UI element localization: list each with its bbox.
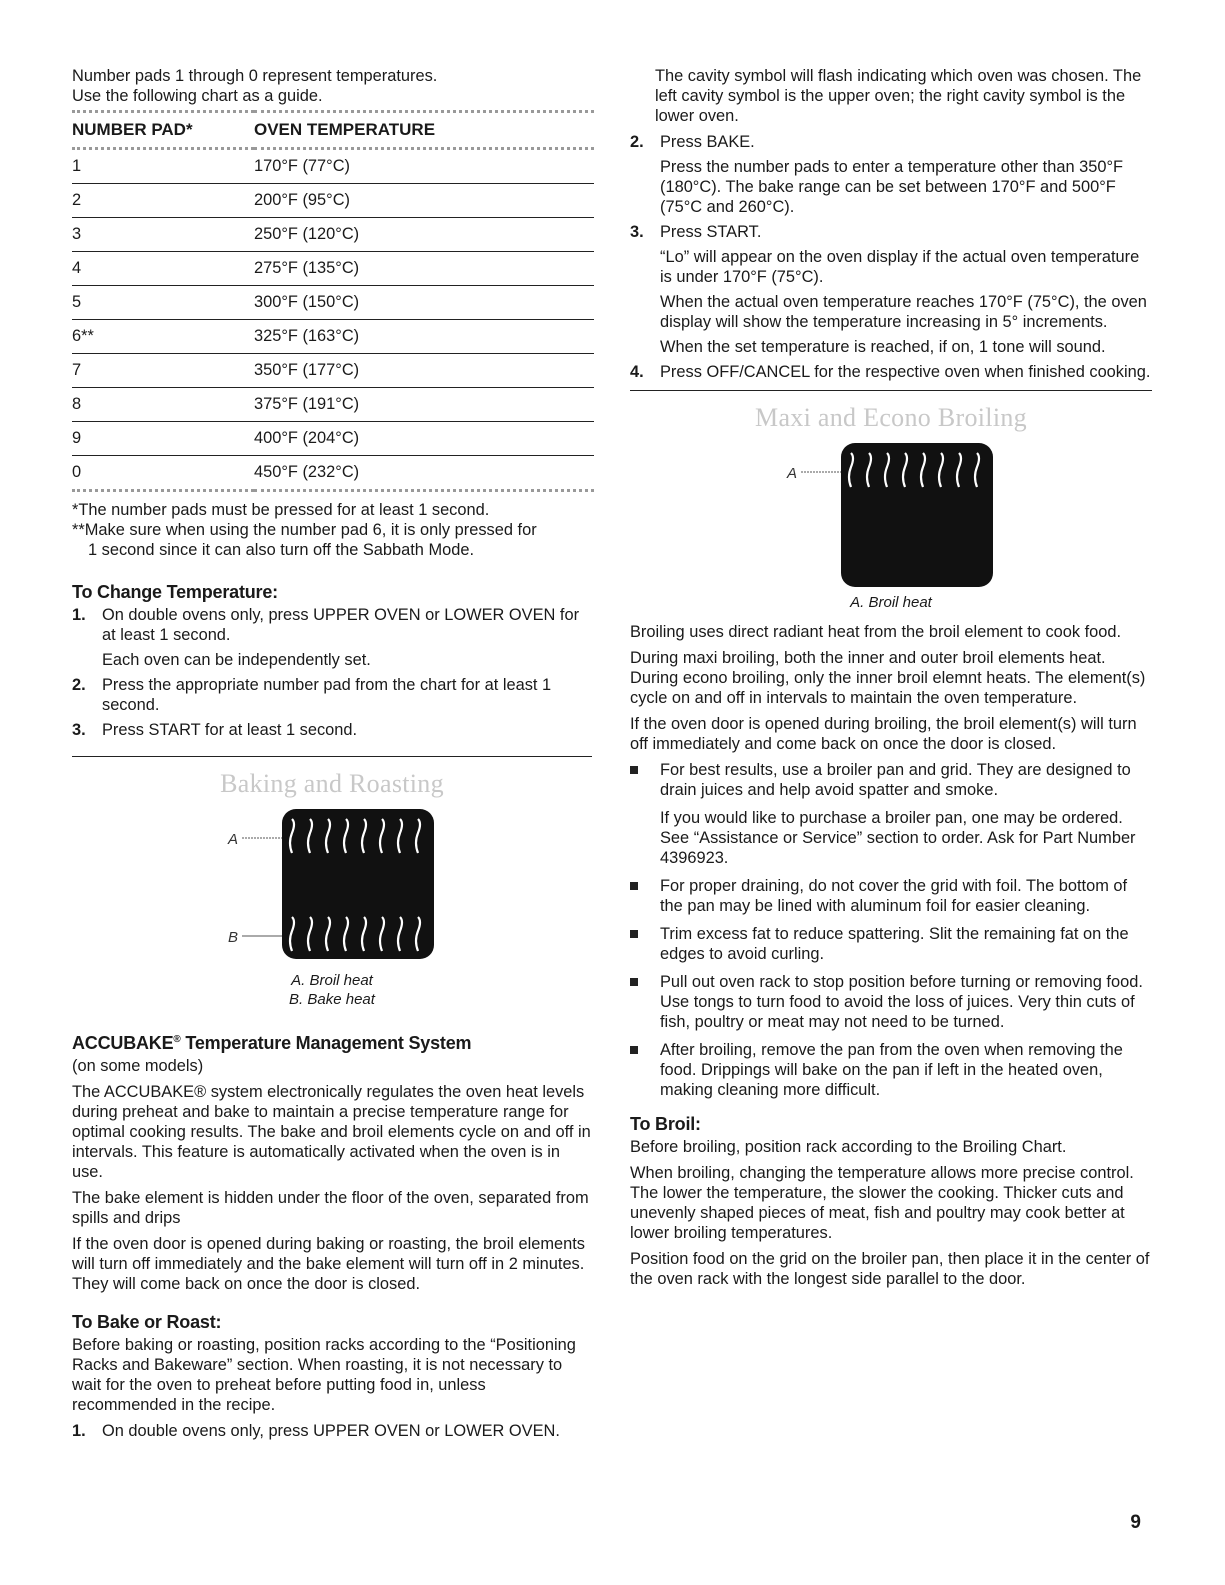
accubake-heading-text: ACCUBAKE: [72, 1033, 174, 1053]
list-item: [72, 1421, 592, 1441]
temp-cell: 400°F (204°C): [254, 422, 594, 456]
label-a: A: [228, 831, 239, 848]
step-number: 1.: [72, 1422, 86, 1440]
figure-caption: [72, 971, 592, 1009]
step-extra: Press the number pads to enter a temperature other than 350°F (180°C). The bake range can be set between 170°F and 500°F (75°C and 260°C).: [660, 158, 1124, 216]
temp-cell: 350°F (177°C): [254, 354, 594, 388]
list-item: [630, 362, 1152, 382]
step-text: Press the appropriate number pad from the chart for at least 1 second.: [102, 676, 552, 714]
paragraph: The cavity symbol will flash indicating which oven was chosen. The left cavity symbol is the upper oven; the right cavity symbol is the lower oven.: [655, 67, 1142, 125]
paragraph: Position food on the grid on the broiler pan, then place it in the center of the oven rack with the longest side parallel to the door.: [630, 1250, 1150, 1288]
oven-diagram: [222, 805, 442, 965]
caption-a: A. Broil heat: [850, 594, 932, 611]
table-row: [72, 354, 594, 388]
step-text: On double ovens only, press UPPER OVEN or LOWER OVEN for at least 1 second.: [102, 606, 580, 644]
list-item: [630, 222, 1152, 357]
step-extra: Each oven can be independently set.: [102, 651, 371, 669]
accubake-heading: [72, 1033, 592, 1054]
step-text: Press OFF/CANCEL for the respective oven when finished cooking.: [660, 363, 1151, 381]
paragraph: If the oven door is opened during broiling, the broil element(s) will turn off immediately and come back on once the door is closed.: [630, 715, 1137, 753]
pad-cell: 5: [72, 286, 254, 320]
temp-cell: 200°F (95°C): [254, 184, 594, 218]
caption-a: A. Broil heat: [291, 972, 373, 989]
bake-oven-figure: [222, 805, 442, 965]
step-text: Press START.: [660, 223, 762, 241]
broil-oven-figure: [781, 439, 1001, 589]
footnote: 1 second since it can also turn off the Sabbath Mode.: [88, 541, 475, 559]
pad-cell: 2: [72, 184, 254, 218]
header-oven-temperature: OVEN TEMPERATURE: [254, 112, 594, 149]
bullet-text: Pull out oven rack to stop position before turning or removing food. Use tongs to turn food to avoid the loss of juices. Very thin cuts of fish, poultry or meat may not need to be turned.: [660, 973, 1143, 1031]
temp-cell: 450°F (232°C): [254, 456, 594, 491]
temp-cell: 275°F (135°C): [254, 252, 594, 286]
list-item: [630, 924, 1152, 964]
step-number: 4.: [630, 363, 644, 381]
paragraph: Broiling uses direct radiant heat from the broil element to cook food.: [630, 623, 1122, 641]
pad-cell: 7: [72, 354, 254, 388]
list-item: [630, 132, 1152, 217]
paragraph: During maxi broiling, both the inner and outer broil elements heat. During econo broiling, only the inner broil elemnt heats. The element(s) cycle on and off in intervals to maintain the oven temperature.: [630, 649, 1146, 707]
temperature-table: [72, 110, 594, 492]
table-row: [72, 422, 594, 456]
accubake-subtitle: (on some models): [72, 1057, 204, 1075]
pad-cell: 1: [72, 149, 254, 184]
list-item: [72, 720, 592, 740]
step-number: 2.: [72, 676, 86, 694]
table-header-row: [72, 112, 594, 149]
intro: [72, 66, 592, 106]
temp-cell: 325°F (163°C): [254, 320, 594, 354]
page-number: 9: [1130, 1512, 1141, 1533]
step-extra: “Lo” will appear on the oven display if the actual oven temperature is under 170°F (75°C).: [660, 248, 1140, 286]
list-item: [630, 876, 1152, 916]
table-row: [72, 388, 594, 422]
list-item: [630, 1040, 1152, 1100]
pad-cell: 3: [72, 218, 254, 252]
pad-cell: 9: [72, 422, 254, 456]
pad-cell: 8: [72, 388, 254, 422]
list-item: [72, 675, 592, 715]
intro-line: Number pads 1 through 0 represent temperatures.: [72, 67, 438, 85]
maxi-econo-broiling-title: Maxi and Econo Broiling: [755, 403, 1027, 432]
pad-cell: 4: [72, 252, 254, 286]
paragraph: If the oven door is opened during baking or roasting, the broil elements will turn off immediately and the bake element will turn off in 2 minutes. They will come back on once the door is closed.: [72, 1235, 585, 1293]
paragraph: The bake element is hidden under the floor of the oven, separated from spills and drips: [72, 1189, 589, 1227]
accubake-heading-rest: Temperature Management System: [180, 1033, 472, 1053]
step-number: 1.: [72, 606, 86, 624]
oven-diagram: [781, 439, 1001, 589]
right-column: [630, 66, 1152, 1295]
bullet-text: Trim excess fat to reduce spattering. Slit the remaining fat on the edges to avoid curling.: [660, 925, 1129, 963]
figure-caption: [630, 593, 1152, 612]
table-row: [72, 456, 594, 491]
step-number: 3.: [72, 721, 86, 739]
footnote: **Make sure when using the number pad 6, it is only pressed for: [72, 521, 537, 539]
caption-b: B. Bake heat: [289, 991, 375, 1008]
intro-line: Use the following chart as a guide.: [72, 87, 323, 105]
list-item: [630, 972, 1152, 1032]
paragraph: Before baking or roasting, position racks according to the “Positioning Racks and Bakeware” section. When roasting, it is not necessary to wait for the oven to preheat before putting food in, unless recommended in the recipe.: [72, 1336, 576, 1414]
divider: [630, 390, 1152, 391]
table-row: [72, 184, 594, 218]
bullet-text: For proper draining, do not cover the grid with foil. The bottom of the pan may be lined with aluminum foil for easier cleaning.: [660, 877, 1128, 915]
change-temp-steps: [72, 605, 592, 740]
paragraph: The ACCUBAKE® system electronically regulates the oven heat levels during preheat and bake to maintain a precise temperature range for optimal cooking results. The bake and broil elements cycle on and off in intervals. This feature is automatically activated when the oven is in use.: [72, 1083, 591, 1181]
paragraph: Before broiling, position rack according to the Broiling Chart.: [630, 1138, 1067, 1156]
table-row: [72, 286, 594, 320]
bullet-square-icon: [630, 1046, 638, 1054]
pad-cell: 0: [72, 456, 254, 491]
bullet-square-icon: [630, 766, 638, 774]
header-number-pad: NUMBER PAD*: [72, 112, 254, 149]
temp-cell: 250°F (120°C): [254, 218, 594, 252]
list-item: [630, 760, 1152, 868]
divider: [72, 756, 592, 757]
change-temp-heading: To Change Temperature:: [72, 582, 278, 602]
step-number: 3.: [630, 223, 644, 241]
step-text: On double ovens only, press UPPER OVEN or LOWER OVEN.: [102, 1422, 560, 1440]
footnote: *The number pads must be pressed for at least 1 second.: [72, 501, 490, 519]
temp-cell: 375°F (191°C): [254, 388, 594, 422]
to-broil-heading: To Broil:: [630, 1114, 701, 1134]
table-row: [72, 149, 594, 184]
pad-cell: 6**: [72, 320, 254, 354]
paragraph: When broiling, changing the temperature allows more precise control. The lower the temperature, the slower the cooking. Thicker cuts and unevenly shaped pieces of meat, fish and poultry may cook better at lower broiling temperatures.: [630, 1164, 1134, 1242]
temp-cell: 170°F (77°C): [254, 149, 594, 184]
temp-cell: 300°F (150°C): [254, 286, 594, 320]
step-text: Press BAKE.: [660, 133, 755, 151]
bullet-square-icon: [630, 882, 638, 890]
step-number: 2.: [630, 133, 644, 151]
label-a: A: [787, 465, 798, 482]
bullet-square-icon: [630, 978, 638, 986]
table-row: [72, 218, 594, 252]
bullet-square-icon: [630, 930, 638, 938]
broiling-tips: [630, 760, 1152, 1100]
bullet-extra: If you would like to purchase a broiler pan, one may be ordered. See “Assistance or Service” section to order. Ask for Part Number 4396923.: [660, 809, 1136, 867]
bake-steps-continued: [630, 132, 1152, 382]
registered-mark: ®: [173, 1034, 181, 1045]
step-text: Press START for at least 1 second.: [102, 721, 358, 739]
left-column: [72, 66, 592, 1446]
step-extra: When the actual oven temperature reaches 170°F (75°C), the oven display will show the temperature increasing in 5° increments.: [660, 293, 1147, 331]
table-row: [72, 320, 594, 354]
baking-roasting-title: Baking and Roasting: [220, 769, 444, 798]
bullet-text: For best results, use a broiler pan and grid. They are designed to drain juices and help avoid spatter and smoke.: [660, 761, 1131, 799]
table-notes: [72, 500, 592, 560]
table-row: [72, 252, 594, 286]
bake-roast-steps: [72, 1421, 592, 1441]
label-b: B: [228, 929, 239, 946]
list-item: [72, 605, 592, 670]
bullet-text: After broiling, remove the pan from the oven when removing the food. Drippings will bake on the pan if left in the heated oven, making cleaning more difficult.: [660, 1041, 1123, 1099]
bake-roast-heading: To Bake or Roast:: [72, 1312, 222, 1332]
step-extra: When the set temperature is reached, if on, 1 tone will sound.: [660, 338, 1106, 356]
